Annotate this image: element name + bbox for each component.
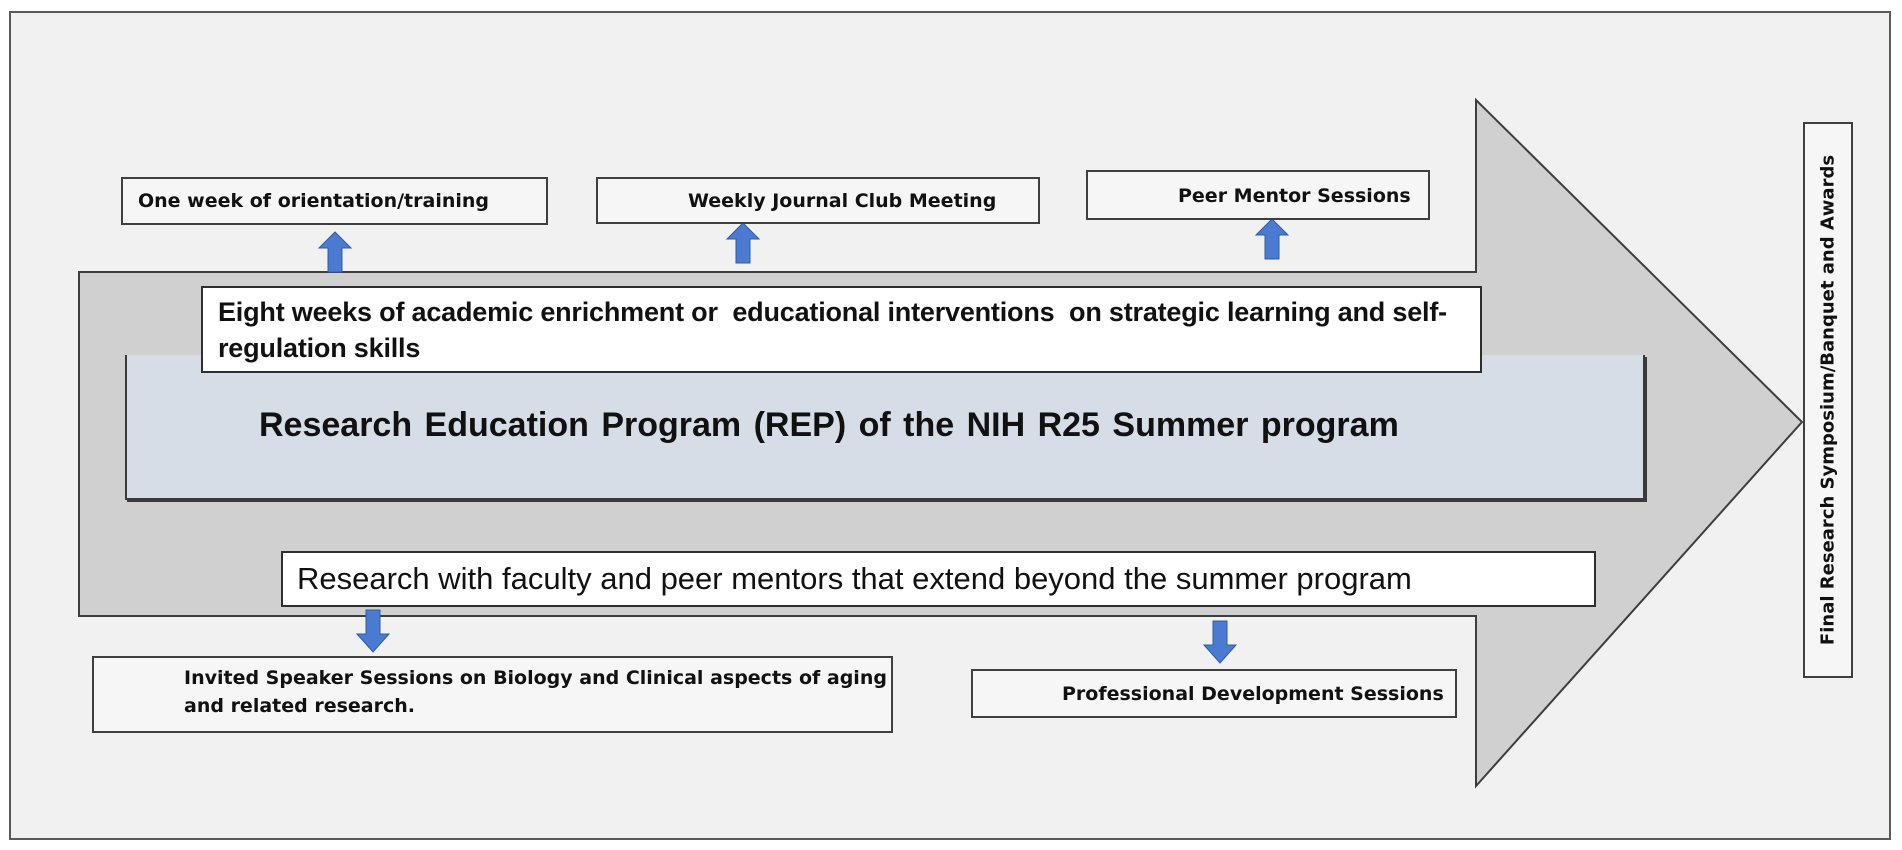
invited-speaker-session-label: Invited Speaker Sessions on Biology and Clinical aspects of aging and related research. — [184, 667, 887, 717]
journal-club-session-label: Weekly Journal Club Meeting — [688, 190, 997, 212]
research-text: Research with faculty and peer mentors that extend beyond the summer program — [297, 561, 1412, 596]
up-arrow-icon — [1254, 218, 1290, 260]
up-arrow-icon — [317, 231, 353, 273]
down-arrow-icon — [1202, 620, 1238, 664]
enrichment-box — [201, 286, 1482, 373]
orientation-session-box — [121, 177, 548, 225]
enrichment-text: Eight weeks of academic enrichment or educational interventions on strategic learning and self-regulation skills — [218, 297, 1447, 363]
orientation-session-label: One week of orientation/training — [138, 190, 490, 212]
up-arrow-icon — [725, 222, 761, 264]
final-symposium-box — [1803, 122, 1853, 678]
program-title: Research Education Program (REP) of the NIH R25 Summer program — [259, 406, 1399, 444]
journal-club-session-box — [596, 177, 1040, 224]
final-symposium-label: Final Research Symposium/Banquet and Awards — [1817, 154, 1839, 646]
professional-development-session-box — [971, 669, 1457, 718]
invited-speaker-session-box — [92, 656, 893, 733]
peer-mentor-session-box — [1086, 170, 1430, 220]
research-box — [281, 551, 1596, 607]
professional-development-session-label: Professional Development Sessions — [1062, 683, 1444, 705]
down-arrow-icon — [355, 609, 391, 653]
peer-mentor-session-label: Peer Mentor Sessions — [1178, 185, 1411, 207]
